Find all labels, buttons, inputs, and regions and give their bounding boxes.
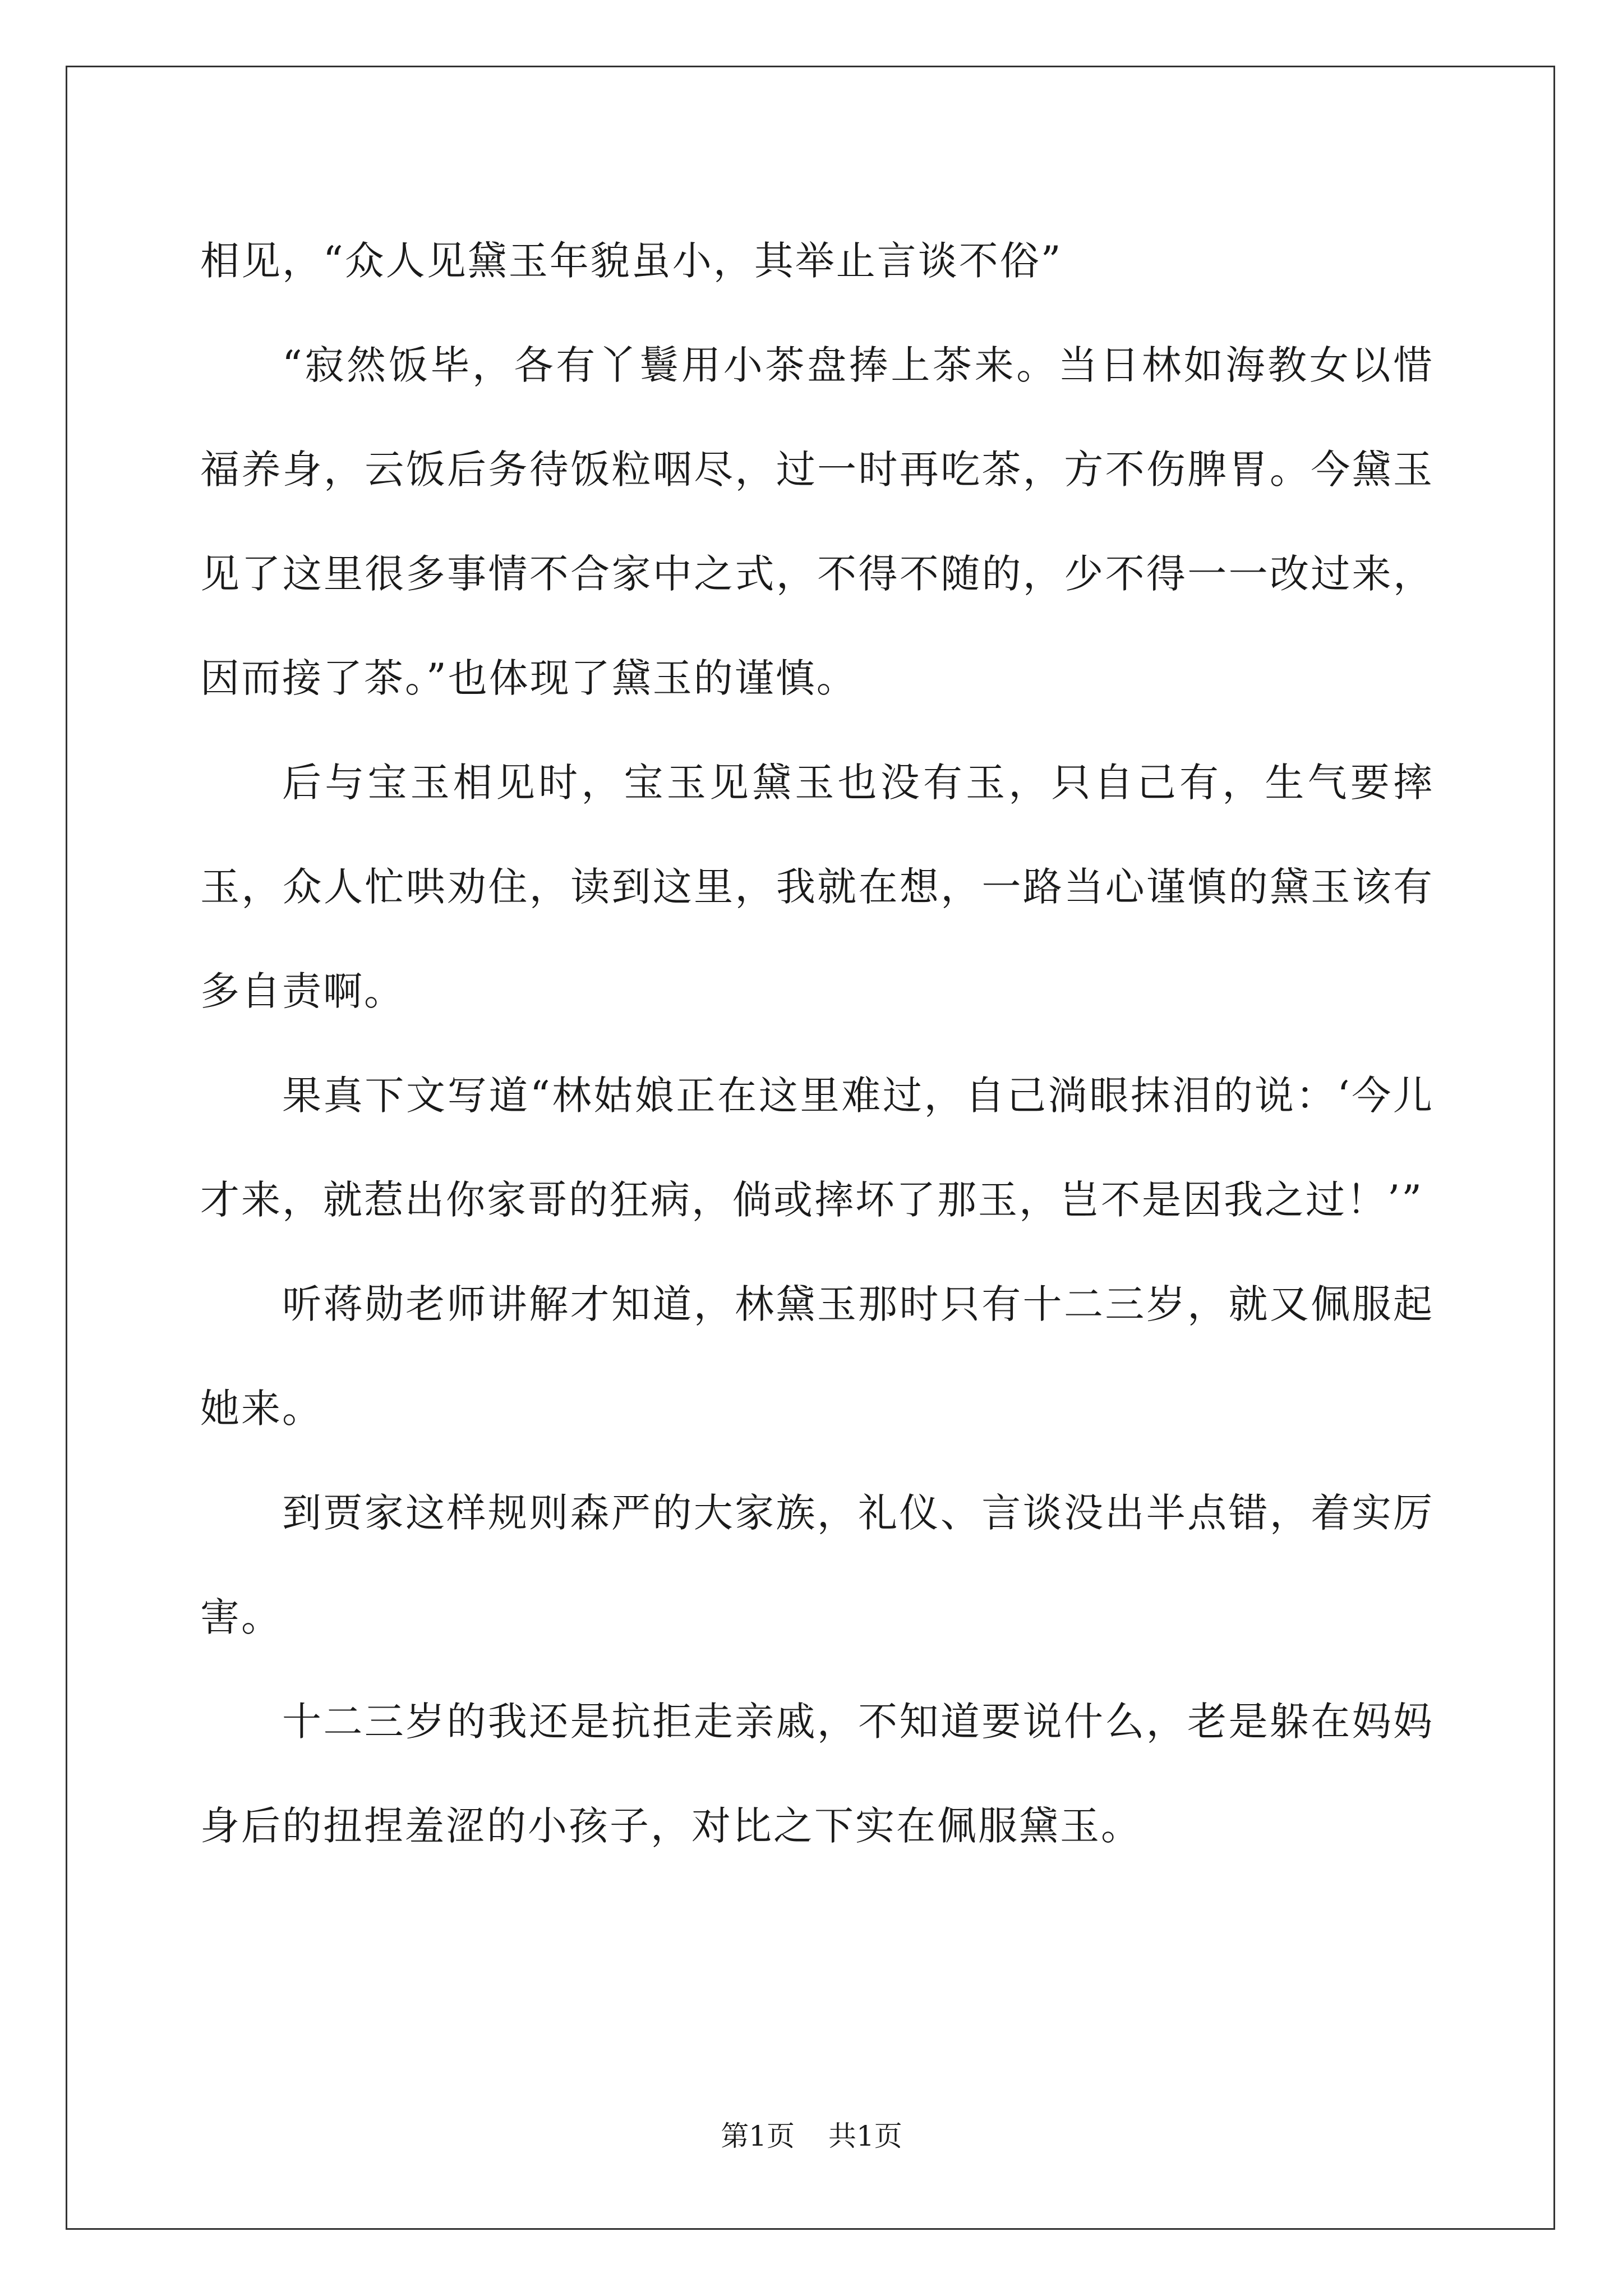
page-number-total: 共1页 [828,2120,902,2152]
page-number-current: 第1页 [721,2120,795,2152]
paragraph-4: 果真下文写道“林姑娘正在这里难过，自己淌眼抹泪的说：‘今儿才来，就惹出你家哥的狂病，倘或摔坏了那玉，岂不是因我之过！’” [200,1073,1434,1223]
paragraph-1: 相见，“众人见黛玉年貌虽小，其举止言谈不俗” [200,238,1063,284]
document-body [200,209,1434,1878]
paragraph-2: “寂然饭毕，各有丫鬟用小茶盘捧上茶来。当日林如海教女以惜福养身，云饭后务待饭粒咽尽，过一时再吃茶，方不伤脾胃。今黛玉见了这里很多事情不合家中之式，不得不随的，少不得一一改过来，因而接了茶。”也体现了黛玉的谨慎。 [200,342,1434,701]
paragraph-6: 到贾家这样规则森严的大家族，礼仪、言谈没出半点错，着实厉害。 [200,1490,1434,1640]
page-footer [0,2119,1623,2153]
paragraph-3: 后与宝玉相见时，宝玉见黛玉也没有玉，只自己有，生气要摔玉，众人忙哄劝住，读到这里，我就在想，一路当心谨慎的黛玉该有多自责啊。 [200,760,1434,1014]
paragraph-5: 听蒋勋老师讲解才知道，林黛玉那时只有十二三岁，就又佩服起她来。 [200,1281,1434,1432]
paragraph-7: 十二三岁的我还是抗拒走亲戚，不知道要说什么，老是躲在妈妈身后的扭捏羞涩的小孩子，对比之下实在佩服黛玉。 [200,1699,1434,1849]
